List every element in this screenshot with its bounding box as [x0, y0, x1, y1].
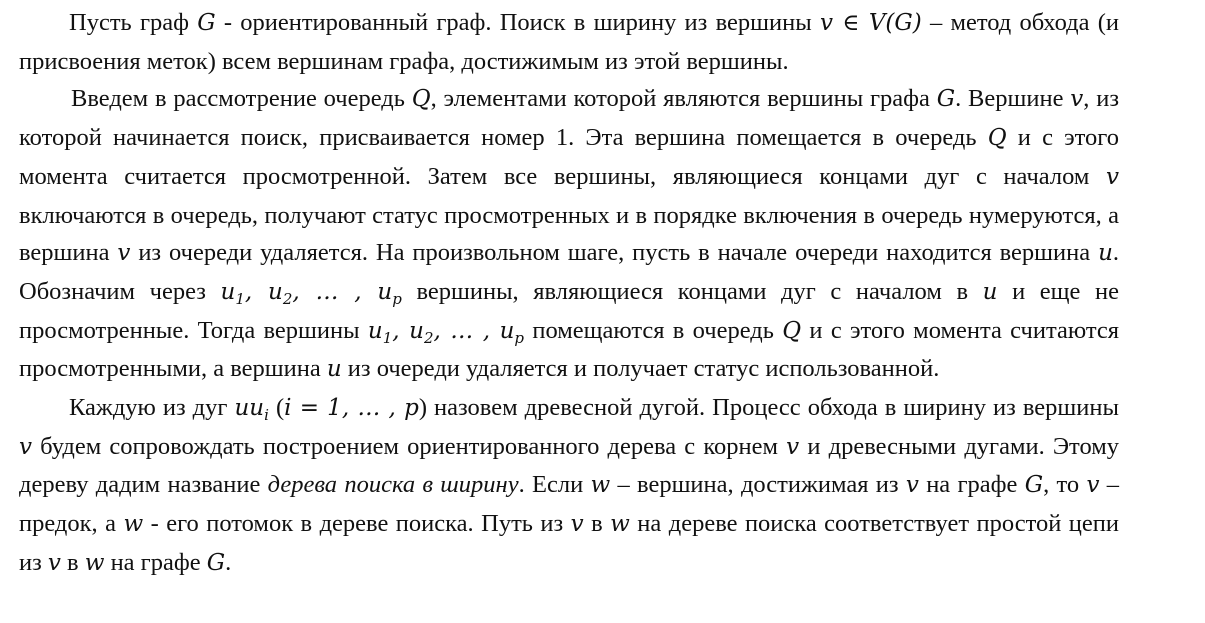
- text-run: - его потомок в дереве поиска. Путь из: [143, 510, 571, 538]
- text-run: Пусть граф: [69, 9, 198, 36]
- text-run: в: [583, 510, 611, 538]
- text-run: вершины, являющиеся концами дуг с началом в: [401, 277, 983, 305]
- math-symbol: Q: [411, 86, 431, 113]
- math-symbol: v: [905, 472, 919, 499]
- math-symbol: v: [19, 433, 32, 460]
- math-symbol: G: [1024, 472, 1044, 499]
- paragraph-definition: [19, 4, 1119, 80]
- math-symbol: w: [610, 511, 630, 538]
- text-run: и еще не просмотренные. Тогда вершины: [19, 277, 1119, 344]
- emphasized-term: дерева поиска в ширину: [267, 471, 519, 499]
- paragraph-queue: [19, 80, 1119, 389]
- math-symbol: u: [982, 278, 998, 305]
- text-run: на графе: [918, 471, 1025, 499]
- vertex-sequence: $u_1$, $u_2$, … , $u_p$: [367, 317, 525, 347]
- math-symbol: G: [206, 549, 226, 576]
- text-run: – вершина, достижимая из: [610, 471, 906, 499]
- document-page: [19, 4, 1119, 583]
- text-run: – метод обхода (и присвоения меток) всем вершинам графа, достижимым из этой вершины.: [19, 9, 1119, 75]
- math-symbol: u: [1098, 240, 1113, 267]
- text-run: ) назовем древесной дугой. Процесс обхода в ширину из вершины: [418, 394, 1119, 422]
- text-run: из очереди удаляется. На произвольном шаге, пусть в начале очереди находится вершина: [130, 239, 1099, 267]
- text-run: на дереве поиска соответствует простой цепи из: [19, 510, 1120, 576]
- math-symbol: V(G): [868, 10, 922, 36]
- math-symbol: w: [590, 472, 611, 499]
- math-symbol: v: [1070, 86, 1084, 113]
- math-symbol: v: [117, 240, 131, 267]
- math-symbol: G: [197, 10, 216, 36]
- text-run: , то: [1043, 471, 1087, 499]
- text-run: из очереди удаляется и получает статус использованной.: [341, 355, 940, 383]
- paragraph-tree: [19, 389, 1119, 583]
- math-symbol: Q: [782, 317, 802, 344]
- math-symbol: Q: [987, 125, 1007, 152]
- math-symbol: v: [570, 511, 584, 538]
- math-symbol: G: [936, 86, 956, 113]
- math-symbol: i = 1, … , p: [284, 395, 419, 422]
- text-run: .: [225, 548, 232, 576]
- math-symbol: v: [47, 549, 61, 576]
- text-run: на графе: [104, 548, 207, 576]
- text-run: – предок, а: [19, 471, 1119, 538]
- math-subscript: i: [264, 406, 269, 425]
- text-run: в: [60, 548, 85, 576]
- text-run: Каждую из дуг: [69, 394, 235, 422]
- text-run: помещаются в очередь: [524, 316, 783, 344]
- math-symbol: w: [84, 549, 105, 576]
- math-symbol: v: [1086, 472, 1100, 499]
- text-run: (: [268, 394, 285, 422]
- text-run: будем сопровождать построением ориентированного дерева с корнем: [32, 432, 787, 460]
- math-symbol: w: [123, 511, 144, 538]
- text-run: . Если: [518, 471, 591, 499]
- math-symbol: v: [1106, 163, 1119, 190]
- math-symbol: $uu_i$: [234, 395, 269, 425]
- text-run: и с этого момента считаются просмотренными, а вершина: [19, 316, 1119, 383]
- text-run: включаются в очередь, получают статус просмотренных и в порядке включения в очередь нумеруются, а вершина: [19, 201, 1119, 267]
- math-symbol: v ∈: [819, 10, 869, 36]
- text-run: - ориентированный граф. Поиск в ширину из вершины: [215, 9, 820, 36]
- math-symbol: u: [326, 356, 342, 383]
- text-run: . Обозначим через: [19, 239, 1120, 305]
- text-run: , элементами которой являются вершины графа: [430, 85, 937, 113]
- text-run: и древесными дугами. Этому дереву дадим название: [19, 432, 1119, 499]
- text-run: . Вершине: [955, 85, 1071, 113]
- text-run: и с этого момента считается просмотренной. Затем все вершины, являющиеся концами дуг с началом: [19, 124, 1119, 190]
- math-symbol: v: [786, 433, 800, 460]
- vertex-sequence: $u_1$, $u_2$, … , $u_p$: [220, 278, 402, 308]
- text-run: , из которой начинается поиск, присваивается номер 1. Эта вершина помещается в очередь: [19, 85, 1120, 152]
- text-run: Введем в рассмотрение очередь: [71, 85, 412, 113]
